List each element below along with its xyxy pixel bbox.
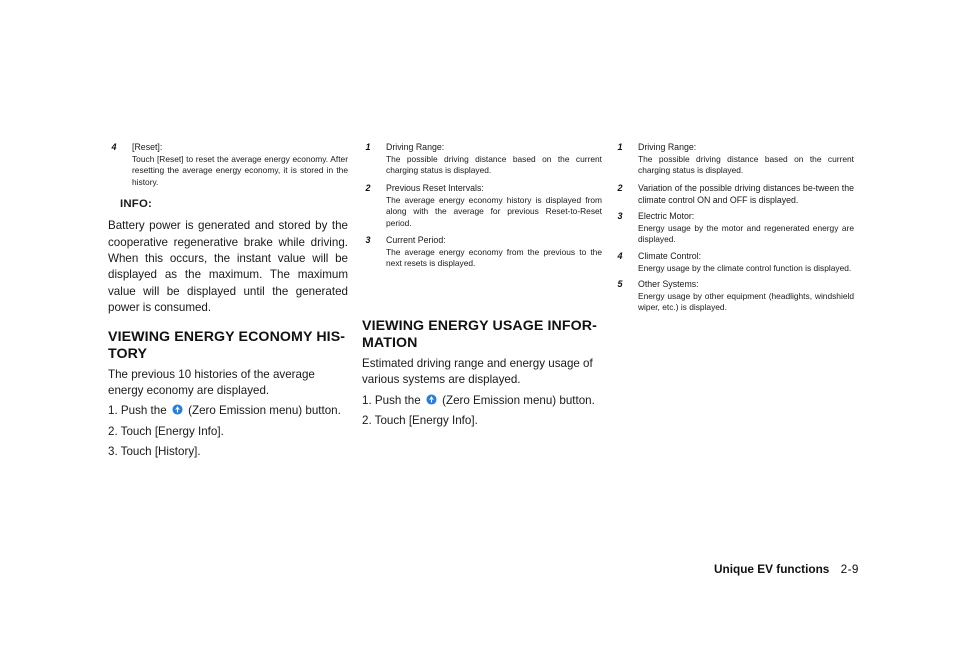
intro-paragraph: The previous 10 histories of the average energy economy are displayed. xyxy=(108,367,315,398)
page-footer xyxy=(714,562,859,576)
list-item xyxy=(614,278,854,314)
item-text: The average energy economy from the previous to the next resets is displayed. xyxy=(386,247,602,269)
item-number-badge: 3 xyxy=(365,235,371,246)
footer-section-title: Unique EV functions xyxy=(714,562,830,576)
heading-line-2: MATION xyxy=(362,334,418,351)
list-item xyxy=(614,182,854,206)
intro-paragraph: Estimated driving range and energy usage of various systems are displayed. xyxy=(362,356,593,387)
heading-line-2: TORY xyxy=(108,345,148,362)
step-item xyxy=(108,403,348,419)
zero-emission-icon xyxy=(426,394,437,405)
item-number-badge: 2 xyxy=(365,182,371,193)
section-heading xyxy=(362,318,602,352)
steps-list xyxy=(362,393,602,430)
item-number-badge: 5 xyxy=(617,279,623,290)
step-item: 2. Touch [Energy Info]. xyxy=(108,424,224,438)
info-paragraph: Battery power is generated and stored by the cooperative regenerative brake while driving. When this occurs, the instant value will be displayed as the maximum. The maximum value will be displayed until the generated power is consumed. xyxy=(108,219,348,315)
item-title: Previous Reset Intervals: xyxy=(386,182,484,193)
column-middle xyxy=(362,0,602,433)
step-item xyxy=(362,393,602,409)
heading-line-1: VIEWING ENERGY USAGE INFOR- xyxy=(362,317,597,334)
item-title: Electric Motor: xyxy=(638,210,695,221)
item-number-badge: 4 xyxy=(617,250,623,261)
item-text: Energy usage by other equipment (headlights, windshield wiper, etc.) is displayed. xyxy=(638,291,854,313)
step-text: (Zero Emission menu) button. xyxy=(442,393,595,407)
column-left xyxy=(108,0,348,465)
item-number-badge: 3 xyxy=(617,210,623,221)
item-title: Driving Range: xyxy=(386,142,445,152)
item-text: Touch [Reset] to reset the average energy economy. After resetting the average energy economy, it is stored in the history. xyxy=(132,154,348,187)
item-text: The possible driving distance based on the current charging status is displayed. xyxy=(638,154,854,176)
item-text: Energy usage by the motor and regenerated energy are displayed. xyxy=(638,222,854,245)
step-text: 1. Push the xyxy=(362,393,421,407)
section-heading xyxy=(108,329,348,363)
page-number: 2-9 xyxy=(840,562,859,576)
item-number-badge: 2 xyxy=(617,182,623,193)
item-title: [Reset]: xyxy=(132,142,163,152)
step-item: 3. Touch [History]. xyxy=(108,445,201,459)
item-text: The possible driving distance based on the current charging status is displayed. xyxy=(386,154,602,176)
zero-emission-icon xyxy=(172,404,183,415)
list-item xyxy=(614,250,854,274)
step-item: 2. Touch [Energy Info]. xyxy=(362,414,478,428)
step-text: (Zero Emission menu) button. xyxy=(188,404,341,418)
item-text: The average energy economy history is displayed from along with the average for previous Reset-to-Reset period. xyxy=(386,194,602,228)
list-item xyxy=(362,182,602,229)
list-item xyxy=(614,210,854,246)
item-title: Driving Range: xyxy=(638,142,697,152)
item-number-badge: 1 xyxy=(617,142,623,152)
item-title: Climate Control: xyxy=(638,250,702,261)
info-heading: INFO: xyxy=(120,198,153,211)
item-title: Variation of the possible driving distances be-tween the climate control ON and OFF is displayed. xyxy=(638,182,854,205)
item-title: Other Systems: xyxy=(638,279,699,290)
column-right xyxy=(614,0,854,314)
item-title: Current Period: xyxy=(386,235,446,246)
list-item xyxy=(362,141,602,177)
item-text: Energy usage by the climate control function is displayed. xyxy=(638,262,852,273)
reset-item xyxy=(108,141,348,188)
step-text: 1. Push the xyxy=(108,404,167,418)
list-item xyxy=(362,234,602,270)
heading-line-1: VIEWING ENERGY ECONOMY HIS- xyxy=(108,328,346,345)
list-item xyxy=(614,141,854,177)
item-number-badge: 4 xyxy=(111,142,117,152)
steps-list xyxy=(108,403,348,460)
item-number-badge: 1 xyxy=(365,142,371,152)
